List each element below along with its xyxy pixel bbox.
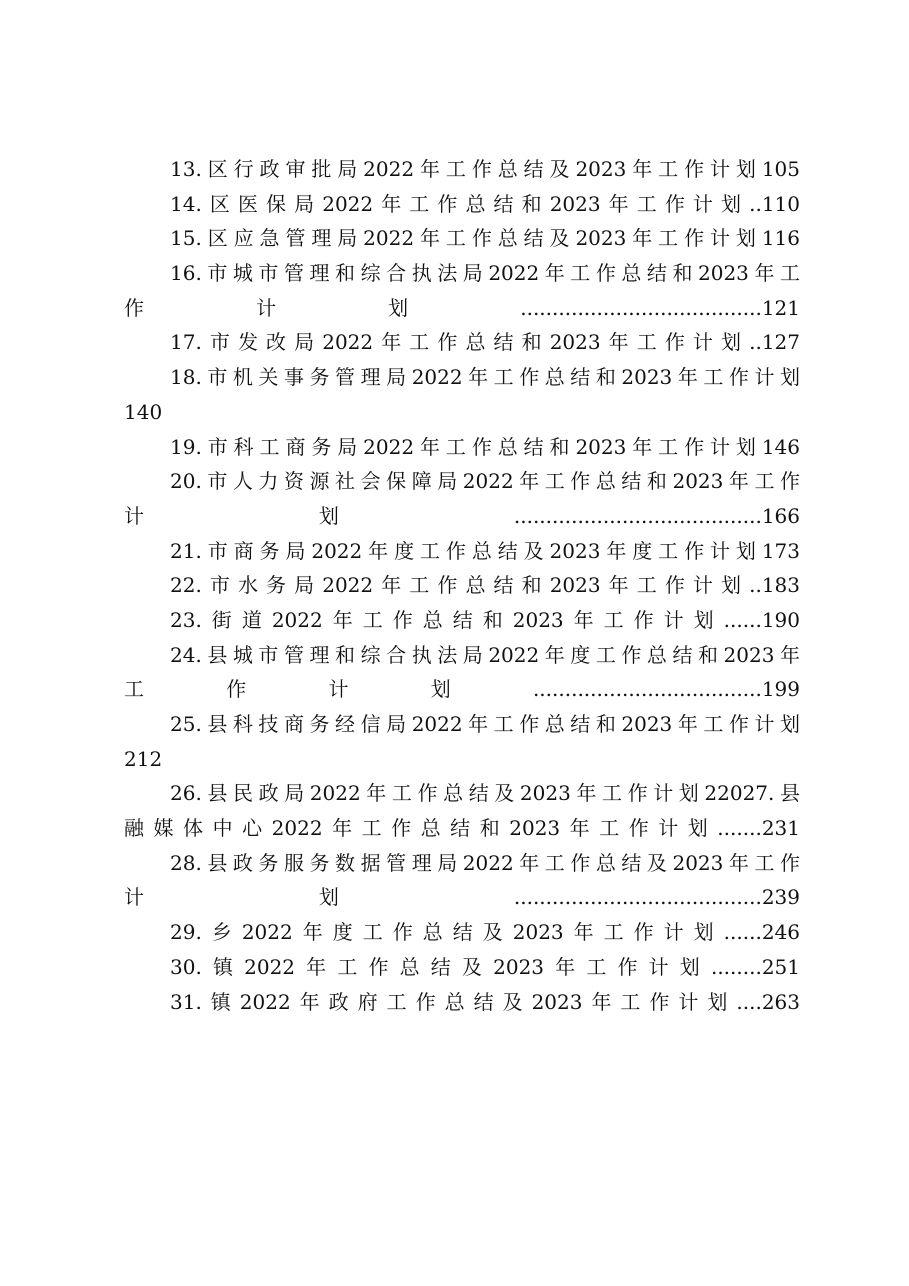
toc-line: 计划.......................................166: [124, 503, 800, 528]
toc-line: 19.市科工商务局2022年工作总结和2023年工作计划146: [170, 434, 800, 459]
toc-line: 26.县民政局2022年工作总结及2023年工作计划22027.县: [170, 781, 800, 806]
toc-line: 140: [124, 399, 163, 424]
toc-line: 14.区医保局2022年工作总结和2023年工作计划..110: [170, 191, 800, 216]
toc-line: 18.市机关事务管理局2022年工作总结和2023年工作计划: [170, 365, 800, 390]
toc-line: 融媒体中心2022年工作总结和2023年工作计划.......231: [124, 816, 800, 841]
toc-line: 24.县城市管理和综合执法局2022年度工作总结和2023年: [170, 642, 800, 667]
toc-line: 212: [124, 746, 163, 771]
toc-line: 20.市人力资源社会保障局2022年工作总结和2023年工作: [170, 469, 800, 494]
toc-line: 25.县科技商务经信局2022年工作总结和2023年工作计划: [170, 712, 800, 736]
toc-line: 13.区行政审批局2022年工作总结及2023年工作计划105: [170, 157, 800, 181]
toc-line: 30.镇2022年工作总结及2023年工作计划........251: [170, 954, 800, 979]
toc-line: 15.区应急管理局2022年工作总结及2023年工作计划116: [170, 226, 800, 251]
toc-line: 31.镇2022年政府工作总结及2023年工作计划....263: [170, 989, 800, 1014]
toc-line: 16.市城市管理和综合执法局2022年工作总结和2023年工: [170, 261, 800, 286]
table-of-contents: [124, 152, 800, 1019]
toc-line: 21.市商务局2022年度工作总结及2023年度工作计划173: [170, 538, 800, 563]
toc-line: 22.市水务局2022年工作总结和2023年工作计划..183: [170, 573, 800, 598]
toc-line: 29.乡2022年度工作总结及2023年工作计划......246: [170, 920, 800, 945]
toc-line: 作计划......................................121: [124, 295, 800, 320]
toc-line: 工作计划....................................199: [124, 677, 800, 702]
toc-line: 28.县政务服务数据管理局2022年工作总结及2023年工作: [170, 850, 800, 875]
toc-line: 23.街道2022年工作总结和2023年工作计划......190: [170, 607, 800, 632]
toc-line: 计划.......................................239: [124, 885, 800, 910]
toc-line: 17.市发改局2022年工作总结和2023年工作计划..127: [170, 330, 800, 355]
